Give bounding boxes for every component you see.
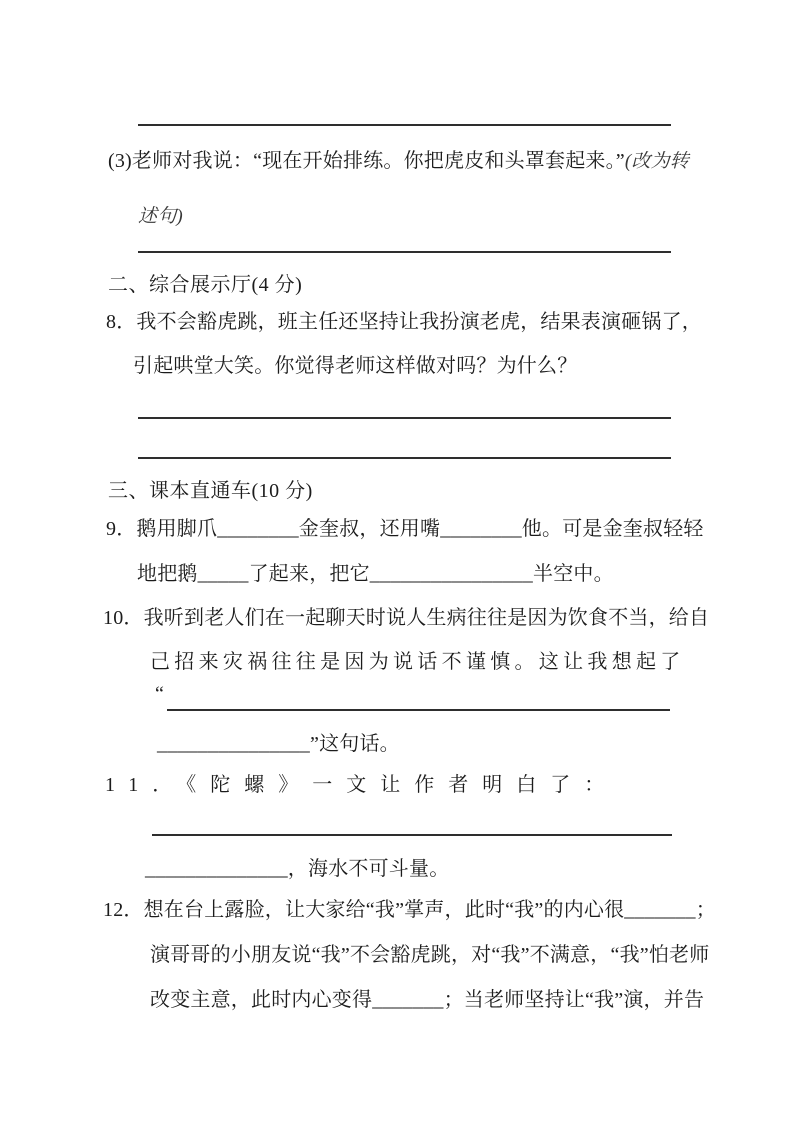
question-11-line-2: ______________，海水不可斗量。 (145, 858, 450, 880)
question-8-line-2: 引起哄堂大笑。你觉得老师这样做对吗？为什么？ (133, 355, 578, 377)
question-10-line-1: 10．我听到老人们在一起聊天时说人生病往往是因为饮食不当，给自 (103, 607, 710, 629)
section-3-heading: 三、课本直通车(10 分) (108, 480, 313, 502)
question-10-open-quote: “ (155, 683, 165, 705)
question-9-line-1: 9．鹅用脚爪________金奎叔，还用嘴________他。可是金奎叔轻轻 (106, 518, 704, 540)
question-12-line-1: 12．想在台上露脸，让大家给“我”掌声，此时“我”的内心很_______； (103, 899, 716, 921)
section-2-heading: 二、综合展示厅(4 分) (108, 274, 303, 296)
answer-rule-4 (138, 457, 671, 459)
answer-rule-1 (138, 124, 671, 126)
question-12-line-2: 演哥哥的小朋友说“我”不会豁虎跳，对“我”不满意，“我”怕老师 (150, 944, 710, 966)
question-7-3-instruction-start: (改为转 (624, 151, 690, 172)
question-7-3-sentence: (3)老师对我说：“现在开始排练。你把虎皮和头罩套起来。” (108, 150, 625, 172)
answer-rule-3 (138, 417, 671, 419)
answer-rule-6 (152, 834, 672, 836)
question-10-line-4: _______________”这句话。 (157, 733, 400, 755)
question-8-line-1: 8．我不会豁虎跳，班主任还坚持让我扮演老虎，结果表演砸锅了， (106, 311, 702, 333)
question-11-line-1: 11．《陀螺》一文让作者明白了： (105, 774, 619, 796)
answer-rule-5 (167, 709, 670, 711)
question-7-3-line-1 (108, 148, 689, 175)
question-7-3-line-2 (138, 203, 183, 230)
question-9-line-2: 地把鹅_____了起来，把它________________半空中。 (137, 563, 614, 585)
question-7-3-instruction-end: 述句) (138, 206, 183, 227)
question-12-line-3: 改变主意，此时内心变得_______；当老师坚持让“我”演，并告 (150, 989, 705, 1011)
question-10-line-2: 己招来灾祸往往是因为说话不谨慎。这让我想起了 (150, 651, 685, 673)
answer-rule-2 (138, 251, 671, 253)
